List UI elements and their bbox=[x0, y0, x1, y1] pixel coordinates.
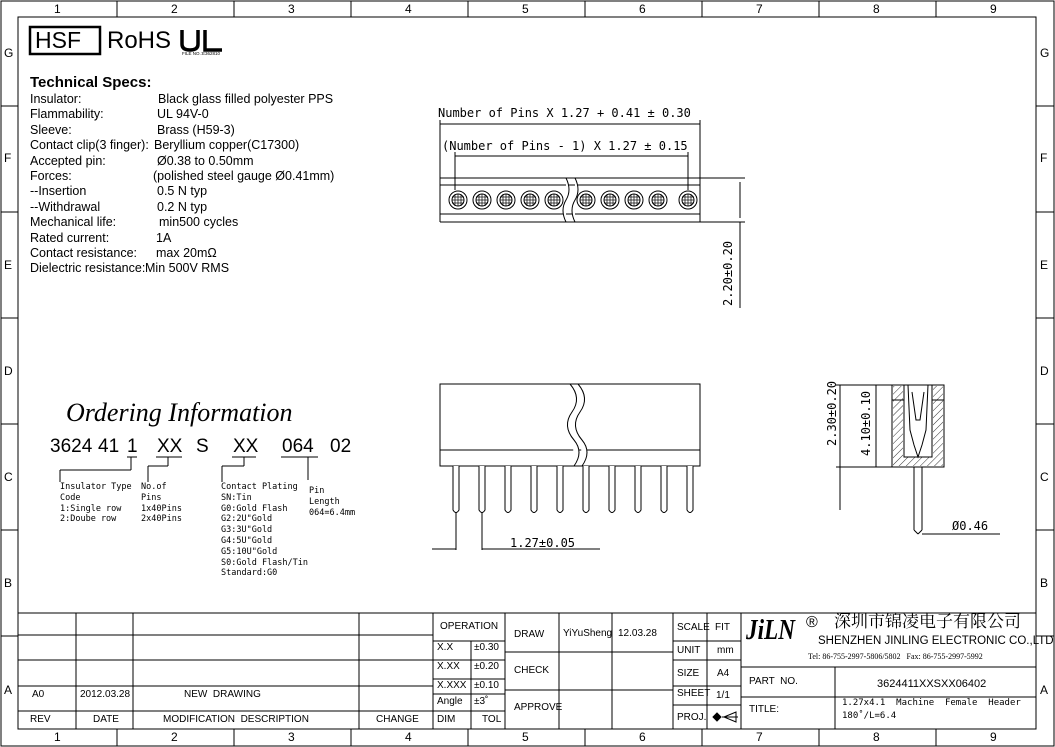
company-name-en: SHENZHEN JINLING ELECTRONIC CO.,LTD bbox=[818, 635, 1054, 647]
row-label-right: B bbox=[1040, 576, 1049, 590]
column-label-top: 3 bbox=[288, 2, 295, 16]
row-label-left: F bbox=[4, 151, 12, 165]
row-label-left: A bbox=[4, 683, 13, 697]
column-label-bottom: 7 bbox=[756, 730, 763, 744]
scale-label: SCALE bbox=[677, 622, 710, 633]
spec-value: (polished steel gauge Ø0.41mm) bbox=[153, 169, 335, 183]
column-label-top: 6 bbox=[639, 2, 646, 16]
column-label-bottom: 5 bbox=[522, 730, 529, 744]
spec-label: Flammability: bbox=[30, 107, 104, 122]
spec-label: --Withdrawal bbox=[30, 199, 101, 214]
proj-label: PROJ. bbox=[677, 712, 707, 723]
ul-file-number: FILE NO.:E362810 bbox=[182, 51, 221, 56]
ul-logo-icon bbox=[182, 30, 222, 50]
dim-pitch: 1.27±0.05 bbox=[510, 536, 576, 550]
pin-circle bbox=[497, 191, 515, 209]
spec-label: --Insertion bbox=[30, 184, 87, 199]
column-label-top: 5 bbox=[522, 2, 529, 16]
column-label-top: 7 bbox=[756, 2, 763, 16]
spec-label: Sleeve: bbox=[30, 122, 72, 137]
company-contact: Tel: 86-755-2997-5806/5802 Fax: 86-755-2997-5992 bbox=[808, 652, 983, 661]
order-note-plating: Contact Plating bbox=[221, 482, 298, 492]
pin-circle bbox=[649, 191, 667, 209]
scale-value: FIT bbox=[715, 622, 730, 633]
section-hatch-right bbox=[933, 386, 943, 466]
pin-leg bbox=[609, 466, 615, 513]
row-label-right: C bbox=[1040, 470, 1049, 484]
pin-circle bbox=[679, 191, 697, 209]
dim-pitch-span: (Number of Pins - 1) X 1.27 ± 0.15 bbox=[442, 139, 688, 153]
order-code-segment: 064 bbox=[282, 436, 314, 457]
pin-leg bbox=[635, 466, 641, 513]
spec-label: Rated current: bbox=[30, 230, 110, 245]
rev-header: REV bbox=[30, 714, 51, 725]
order-code-segment: 3624 bbox=[50, 436, 93, 457]
rev-description: NEW DRAWING bbox=[184, 689, 261, 700]
dim-pin-diameter: Ø0.46 bbox=[952, 519, 989, 533]
description-header: MODIFICATION DESCRIPTION bbox=[163, 714, 309, 725]
row-label-left: G bbox=[4, 46, 14, 60]
order-note-insulator: Code bbox=[60, 492, 81, 503]
rev-value: A0 bbox=[32, 689, 45, 700]
hsf-logo: HSF bbox=[35, 27, 81, 53]
spec-value: 0.5 N typ bbox=[157, 184, 208, 199]
title-line-2: 180˚/L=6.4 bbox=[842, 711, 897, 721]
pin-leg bbox=[583, 466, 589, 513]
pin-leg bbox=[479, 466, 485, 513]
dim-overall-length: Number of Pins X 1.27 + 0.41 ± 0.30 bbox=[438, 106, 691, 120]
column-label-bottom: 3 bbox=[288, 730, 295, 744]
row-label-right: G bbox=[1040, 46, 1050, 60]
sheet-label: SHEET bbox=[677, 688, 711, 699]
column-label-bottom: 6 bbox=[639, 730, 646, 744]
draw-label: DRAW bbox=[514, 629, 545, 640]
column-label-top: 8 bbox=[873, 2, 880, 16]
draw-date: 12.03.28 bbox=[618, 628, 657, 639]
date-header: DATE bbox=[93, 714, 119, 725]
order-note-pins: No.of bbox=[141, 482, 167, 492]
spec-label: Dielectric resistance: bbox=[30, 261, 146, 276]
row-label-left: E bbox=[4, 258, 13, 272]
column-label-top: 1 bbox=[54, 2, 61, 16]
size-value: A4 bbox=[717, 668, 730, 679]
check-label: CHECK bbox=[514, 665, 550, 676]
order-note-pins: 1x40Pins bbox=[141, 503, 182, 514]
drawer-name: YiYuSheng bbox=[563, 628, 613, 639]
registered-mark: ® bbox=[806, 614, 818, 631]
tolerance-key: X.XXX bbox=[437, 680, 467, 691]
spec-label: Contact resistance: bbox=[30, 246, 137, 260]
spec-value: 1A bbox=[156, 230, 172, 245]
projection-symbol-icon bbox=[713, 712, 738, 722]
company-logo: JiLN bbox=[746, 614, 795, 646]
order-note-insulator: 2:Doube row bbox=[60, 514, 117, 525]
title-label: TITLE: bbox=[749, 704, 780, 715]
pin-circle bbox=[521, 191, 539, 209]
order-code-segment: XX bbox=[233, 436, 259, 457]
row-label-right: D bbox=[1040, 364, 1049, 378]
row-label-right: A bbox=[1040, 683, 1049, 697]
spec-label: Contact clip(3 finger): bbox=[30, 138, 149, 153]
approve-label: APPROVE bbox=[514, 702, 563, 713]
spec-value: Black glass filled polyester PPS bbox=[158, 92, 334, 106]
column-label-top: 4 bbox=[405, 2, 412, 16]
column-label-top: 2 bbox=[171, 2, 178, 16]
spec-value: min500 cycles bbox=[159, 215, 239, 230]
pin-circle bbox=[601, 191, 619, 209]
pin-leg bbox=[557, 466, 563, 513]
order-note-plating: G5:10U"Gold bbox=[221, 546, 278, 557]
column-label-bottom: 4 bbox=[405, 730, 412, 744]
dim-side-a: 2.30±0.20 bbox=[825, 380, 839, 446]
spec-value: 0.2 N typ bbox=[157, 199, 208, 214]
section-hatch-left bbox=[893, 386, 903, 466]
pin-leg bbox=[531, 466, 537, 513]
pin-leg bbox=[453, 466, 459, 513]
column-label-top: 9 bbox=[990, 2, 997, 16]
spec-value: Brass (H59-3) bbox=[157, 122, 235, 137]
pin-leg bbox=[661, 466, 667, 513]
spec-value: Ø0.38 to 0.50mm bbox=[157, 153, 254, 168]
part-no-label: PART NO. bbox=[749, 676, 798, 687]
spec-value: max 20mΩ bbox=[156, 246, 217, 260]
spec-value: Min 500V RMS bbox=[145, 261, 230, 276]
pin-circle bbox=[577, 191, 595, 209]
size-label: SIZE bbox=[677, 668, 700, 679]
order-note-plating: G3:3U"Gold bbox=[221, 525, 273, 536]
title-line-1: 1.27x4.1 Machine Female Header bbox=[842, 698, 1021, 708]
tolerance-value: ±0.10 bbox=[474, 680, 499, 691]
row-label-left: D bbox=[4, 364, 13, 378]
column-label-bottom: 2 bbox=[171, 730, 178, 744]
ordering-underlines bbox=[60, 457, 318, 482]
sheet-value: 1/1 bbox=[716, 690, 730, 701]
spec-label: Accepted pin: bbox=[30, 153, 106, 168]
order-note-pins: Pins bbox=[141, 492, 162, 503]
pin-circle bbox=[625, 191, 643, 209]
unit-value: mm bbox=[717, 645, 734, 656]
spec-label: Mechanical life: bbox=[30, 215, 117, 230]
pin-leg bbox=[505, 466, 511, 513]
order-note-plating: G2:2U"Gold bbox=[221, 514, 273, 525]
order-code-segment: 02 bbox=[330, 436, 352, 457]
rohs-logo: RoHS bbox=[107, 27, 172, 54]
column-label-bottom: 1 bbox=[54, 730, 61, 744]
section-hatch-bottom bbox=[903, 457, 933, 466]
order-code-segment: 41 bbox=[98, 436, 120, 457]
order-note-pins: 2x40Pins bbox=[141, 514, 182, 525]
order-note-insulator: Insulator Type bbox=[60, 482, 132, 492]
tolerance-key: Angle bbox=[437, 696, 463, 707]
order-note-pin_length: Length bbox=[309, 496, 340, 507]
order-code-segment: S bbox=[196, 436, 209, 457]
pin-circle bbox=[545, 191, 563, 209]
order-note-plating: G0:Gold Flash bbox=[221, 503, 288, 514]
order-code-segment: 1 bbox=[127, 436, 138, 457]
tolerance-value: ±0.20 bbox=[474, 661, 499, 672]
order-note-pin_length: Pin bbox=[309, 486, 325, 496]
order-note-plating: SN:Tin bbox=[221, 492, 252, 503]
order-note-plating: G4:5U"Gold bbox=[221, 536, 273, 546]
spec-value: Beryllium copper(C17300) bbox=[154, 138, 300, 153]
rev-date: 2012.03.28 bbox=[80, 689, 131, 700]
pin-legs bbox=[453, 466, 693, 513]
order-note-insulator: 1:Single row bbox=[60, 503, 122, 514]
row-label-right: E bbox=[1040, 258, 1049, 272]
tolerance-value: ±0.30 bbox=[474, 642, 499, 653]
tolerance-key: X.X bbox=[437, 642, 454, 653]
ordering-title: Ordering Information bbox=[66, 398, 293, 427]
tol-label: TOL bbox=[482, 714, 502, 725]
row-label-right: F bbox=[1040, 151, 1048, 165]
front-view-drawing bbox=[432, 384, 700, 550]
spec-value: UL 94V-0 bbox=[157, 107, 209, 122]
specs-title: Technical Specs: bbox=[30, 74, 152, 91]
row-label-left: B bbox=[4, 576, 13, 590]
row-label-left: C bbox=[4, 470, 13, 484]
unit-label: UNIT bbox=[677, 645, 701, 656]
tolerance-key: X.XX bbox=[437, 661, 460, 672]
order-note-plating: S0:Gold Flash/Tin bbox=[221, 557, 308, 568]
dim-label: DIM bbox=[437, 714, 456, 725]
column-label-bottom: 9 bbox=[990, 730, 997, 744]
spec-label: Forces: bbox=[30, 169, 72, 183]
tolerance-value: ±3˚ bbox=[474, 696, 489, 707]
order-note-pin_length: 064=6.4mm bbox=[309, 507, 356, 518]
pin-circle bbox=[449, 191, 467, 209]
change-header: CHANGE bbox=[376, 714, 419, 725]
dim-height-top: 2.20±0.20 bbox=[721, 240, 735, 306]
dim-side-b: 4.10±0.10 bbox=[859, 390, 873, 456]
company-name-cn: 深圳市锦凌电子有限公司 bbox=[834, 612, 1021, 632]
order-code-segment: XX bbox=[157, 436, 183, 457]
spec-label: Insulator: bbox=[30, 92, 82, 106]
pin-circle bbox=[473, 191, 491, 209]
column-label-bottom: 8 bbox=[873, 730, 880, 744]
pin-leg bbox=[687, 466, 693, 513]
operation-header: OPERATION bbox=[440, 621, 499, 632]
order-note-plating: Standard:G0 bbox=[221, 568, 278, 579]
part-number: 3624411XXSXX06402 bbox=[877, 678, 987, 690]
